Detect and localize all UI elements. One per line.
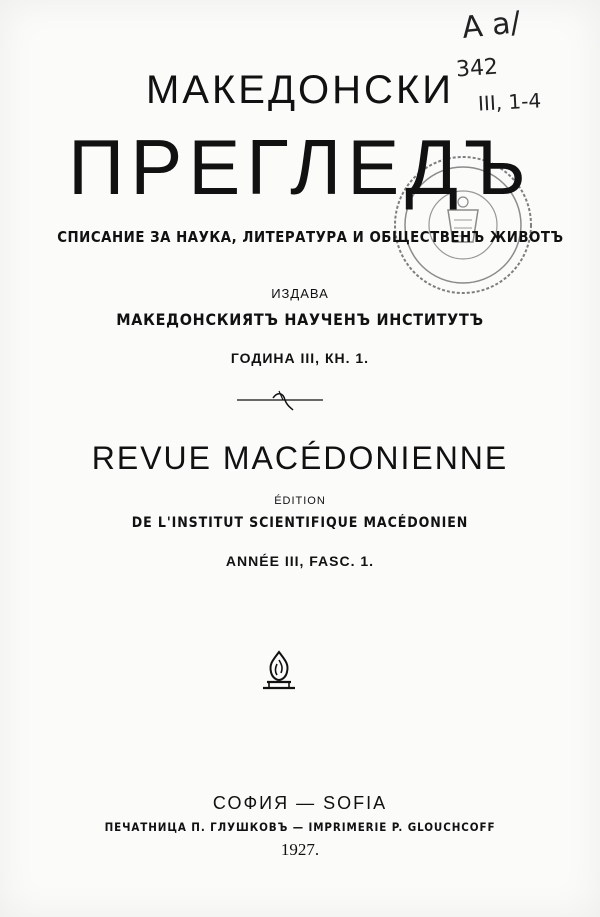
handwritten-number: 342 <box>455 54 499 83</box>
publisher-label-bg: ИЗДАВА <box>271 286 329 301</box>
journal-title-fr: REVUE MACÉDONIENNE <box>91 440 509 476</box>
publication-year: 1927. <box>280 840 320 859</box>
journal-title-line1: МАКЕДОНСКИ <box>145 68 454 112</box>
printer-imprint: ПЕЧАТНИЦА П. ГЛУШКОВЪ — IMPRIMERIE P. GLOUCHCOFF <box>104 820 496 834</box>
ornamental-divider-icon <box>235 388 325 412</box>
publisher-institute-fr: DE L'INSTITUT SCIENTIFIQUE MACÉDONIEN <box>131 515 469 531</box>
journal-title-line2: ПРЕГЛЕДЪ <box>68 123 532 211</box>
publisher-label-fr: ÉDITION <box>274 495 326 507</box>
handwritten-shelfmark: A a/ <box>460 5 523 46</box>
issue-number-bg: ГОДИНА III, КН. 1. <box>230 350 370 366</box>
journal-subtitle: СПИСАНИЕ ЗА НАУКА, ЛИТЕРАТУРА И ОБЩЕСТВЕНЪ ЖИВОТЪ <box>57 228 564 246</box>
flame-emblem-icon <box>259 650 299 696</box>
publisher-institute-bg: МАКЕДОНСКИЯТЪ НАУЧЕНЪ ИНСТИТУТЪ <box>116 310 484 329</box>
issue-number-fr: ANNÉE III, FASC. 1. <box>225 553 375 569</box>
publication-city: СОФИЯ — SOFIA <box>212 793 388 813</box>
handwritten-volume-range: III, 1-4 <box>477 88 542 116</box>
